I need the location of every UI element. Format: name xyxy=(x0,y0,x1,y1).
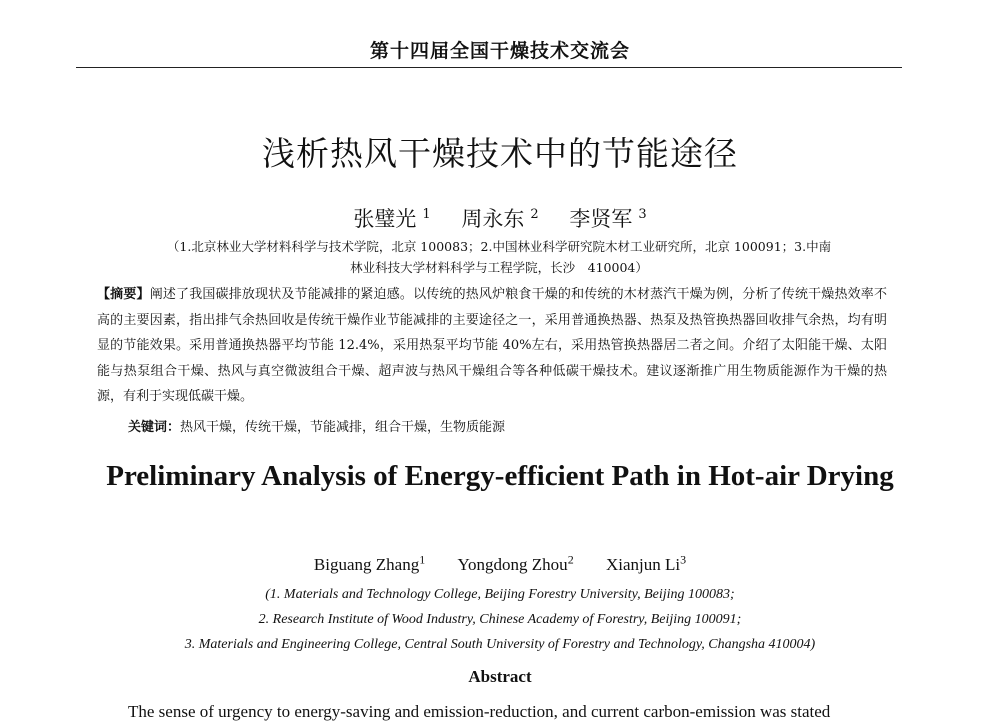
english-abstract-text: The sense of urgency to energy-saving and emission-reduction, and current carbon-emission was stated xyxy=(128,702,831,721)
author-name: 周永东 xyxy=(461,207,525,231)
chinese-author xyxy=(353,207,430,231)
author-name: Yongdong Zhou xyxy=(457,554,568,574)
author-name: 李贤军 xyxy=(569,207,633,231)
english-abstract-heading: Abstract xyxy=(468,667,532,686)
chinese-keywords xyxy=(128,416,888,435)
english-title: Preliminary Analysis of Energy-efficient Path in Hot-air Drying xyxy=(106,460,894,492)
author-superscript: 3 xyxy=(680,552,687,566)
header-rule xyxy=(76,67,902,68)
chinese-affiliation-line: （1.北京林业大学材料科学与技术学院，北京 100083；2.中国林业科学研究院木材工业研究所，北京 100091；3.中南 xyxy=(166,239,832,254)
english-affiliations xyxy=(60,582,940,657)
chinese-keywords-text: 热风干燥，传统干燥，节能减排，组合干燥，生物质能源 xyxy=(180,420,506,435)
running-header: 第十四届全国干燥技术交流会 xyxy=(369,40,630,62)
author-superscript: 3 xyxy=(638,207,647,222)
english-author xyxy=(457,552,574,574)
english-author xyxy=(313,552,426,574)
author-name: Biguang Zhang xyxy=(313,554,420,574)
chinese-abstract xyxy=(97,282,887,410)
english-affiliation-line: (1. Materials and Technology College, Beijing Forestry University, Beijing 100083; xyxy=(265,587,735,602)
chinese-abstract-label: 【摘要】 xyxy=(97,287,150,302)
english-affiliation-line: 2. Research Institute of Wood Industry, Chinese Academy of Forestry, Beijing 100091; xyxy=(258,612,742,627)
chinese-author xyxy=(461,207,538,231)
chinese-affiliations xyxy=(104,236,894,278)
chinese-title: 浅析热风干燥技术中的节能途径 xyxy=(262,134,738,173)
author-superscript: 2 xyxy=(567,552,574,566)
author-superscript: 1 xyxy=(419,552,426,566)
english-affiliation-line: 3. Materials and Engineering College, Central South University of Forestry and Technology, Changsha 410004) xyxy=(184,637,816,652)
chinese-authors xyxy=(0,203,1000,233)
author-superscript: 1 xyxy=(422,207,431,222)
english-authors xyxy=(0,552,1000,575)
author-superscript: 2 xyxy=(530,207,539,222)
author-name: 张璧光 xyxy=(353,207,417,231)
chinese-affiliation-line: 林业科技大学材料科学与工程学院，长沙 410004） xyxy=(350,260,648,275)
chinese-keywords-label: 关键词： xyxy=(128,420,181,435)
author-name: Xianjun Li xyxy=(605,554,681,574)
chinese-abstract-text: 阐述了我国碳排放现状及节能减排的紧迫感。以传统的热风炉粮食干燥的和传统的木材蒸汽干燥为例，分析了传统干燥热效率不高的主要因素，指出排气余热回收是传统干燥作业节能减排的主要途径之一，采用普通换热器、热泵及热管换热器回收排气余热，均有明显的节能效果。采用普通换热器平均节能 12.4%，采用热泵平均节能 40%左右，采用热管换热器居二者之间。介绍了太阳能干燥、太阳能与热泵组合干燥、热风与真空微波组合干燥、超声波与热风干燥组合等各种低碳干燥技术。建议逐渐推广用生物质能源作为干燥的热源，有利于实现低碳干燥。 xyxy=(97,287,887,404)
english-author xyxy=(605,552,687,574)
chinese-author xyxy=(569,207,646,231)
